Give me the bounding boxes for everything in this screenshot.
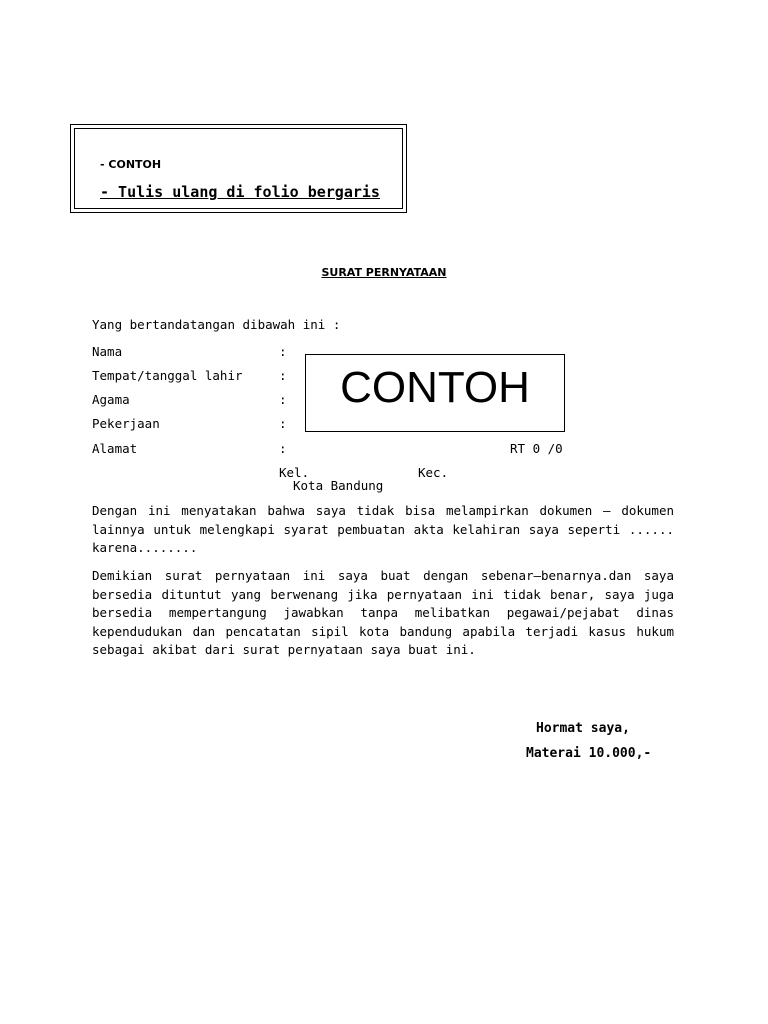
- kota-label: Kota Bandung: [293, 478, 384, 493]
- closing-salutation: Hormat saya,: [536, 721, 630, 736]
- field-colon: :: [279, 392, 287, 407]
- contoh-stamp-text: CONTOH: [340, 363, 530, 412]
- field-colon: :: [279, 441, 287, 456]
- rt-text: RT 0 /0: [510, 441, 563, 456]
- materai-label: Materai 10.000,-: [526, 746, 652, 761]
- field-colon: :: [279, 344, 287, 359]
- kecamatan-label: Kec.: [418, 465, 449, 480]
- field-label-nama: Nama: [92, 344, 123, 359]
- field-label-alamat: Alamat: [92, 441, 138, 456]
- intro-text: Yang bertandatangan dibawah ini :: [92, 317, 341, 332]
- statement-paragraph: Dengan ini menyatakan bahwa saya tidak bisa melampirkan dokumen – dokumen lainnya untuk melengkapi syarat pembuatan akta kelahiran saya seperti ...... karena........: [92, 503, 674, 555]
- contoh-stamp-box: [305, 354, 565, 432]
- closing-paragraph: Demikian surat pernyataan ini saya buat dengan sebenar–benarnya.dan saya bersedia dituntut yang berwenang jika pernyataan ini tidak benar, saya juga bersedia mempertangung jawabkan tanpa melibatkan pegawai/pejabat dinas kependudukan dan pencatatan sipil kota bandung apabila terjadi kasus hukum sebagai akibat dari surat pernyataan saya buat ini.: [92, 568, 674, 657]
- field-colon: :: [279, 368, 287, 383]
- kelurahan-label: Kel.: [279, 465, 310, 480]
- field-label-pekerjaan: Pekerjaan: [92, 416, 160, 431]
- note-line-contoh: - CONTOH: [100, 158, 162, 171]
- field-label-tempat-tanggal-lahir: Tempat/tanggal lahir: [92, 368, 243, 383]
- field-colon: :: [279, 416, 287, 431]
- letter-title: SURAT PERNYATAAN: [321, 266, 447, 279]
- note-line-instruction: - Tulis ulang di folio bergaris: [100, 183, 380, 201]
- field-label-agama: Agama: [92, 392, 130, 407]
